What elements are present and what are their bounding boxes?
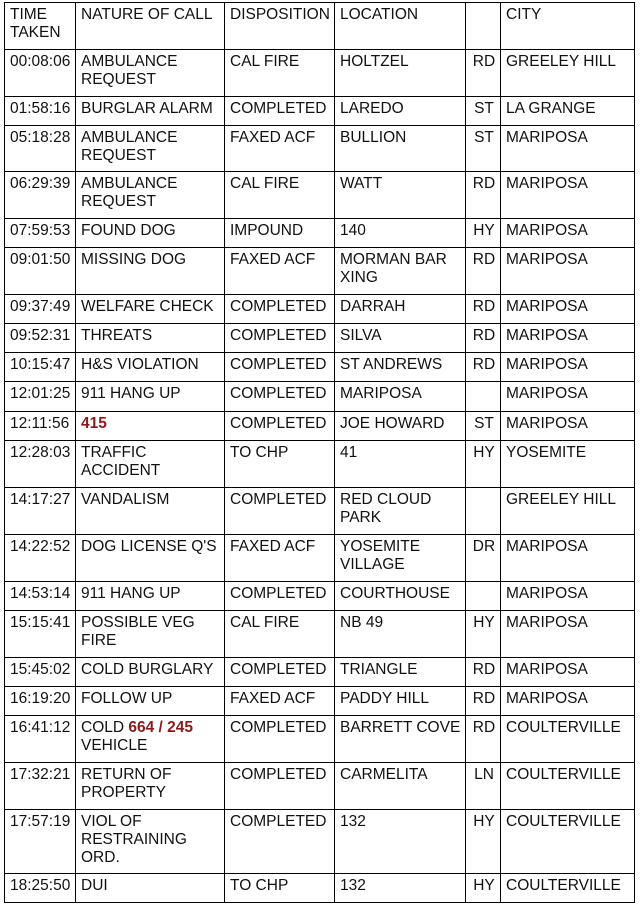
cell-city: GREELEY HILL	[501, 50, 635, 97]
cell-time: 16:41:12	[5, 716, 76, 763]
call-log-table	[4, 2, 635, 903]
cell-disposition: COMPLETED	[225, 810, 335, 874]
cell-city: MARIPOSA	[501, 687, 635, 716]
cell-disposition: FAXED ACF	[225, 535, 335, 582]
cell-disposition: FAXED ACF	[225, 687, 335, 716]
table-row	[5, 353, 635, 382]
nature-text: COLD BURGLARY	[81, 661, 214, 678]
cell-city: COULTERVILLE	[501, 810, 635, 874]
table-row	[5, 658, 635, 687]
cell-location: TRIANGLE	[335, 658, 466, 687]
table-row	[5, 611, 635, 658]
cell-location: CARMELITA	[335, 763, 466, 810]
cell-time: 09:01:50	[5, 248, 76, 295]
nature-text: AMBULANCE REQUEST	[81, 129, 178, 164]
header-time: TIME TAKEN	[5, 3, 76, 50]
cell-location: MARIPOSA	[335, 382, 466, 412]
cell-suffix: DR	[466, 535, 501, 582]
cell-time: 17:32:21	[5, 763, 76, 810]
cell-location: PADDY HILL	[335, 687, 466, 716]
cell-nature	[76, 353, 225, 382]
cell-suffix: HY	[466, 219, 501, 248]
cell-disposition: COMPLETED	[225, 324, 335, 353]
nature-text: AMBULANCE REQUEST	[81, 175, 178, 210]
cell-nature	[76, 488, 225, 535]
cell-location: 132	[335, 810, 466, 874]
nature-text: H&S VIOLATION	[81, 356, 199, 373]
cell-city: MARIPOSA	[501, 295, 635, 324]
cell-time: 09:52:31	[5, 324, 76, 353]
cell-disposition: COMPLETED	[225, 763, 335, 810]
cell-disposition: CAL FIRE	[225, 611, 335, 658]
cell-suffix: RD	[466, 172, 501, 219]
table-row	[5, 324, 635, 353]
cell-suffix: HY	[466, 611, 501, 658]
cell-nature	[76, 172, 225, 219]
cell-nature	[76, 874, 225, 903]
cell-disposition: COMPLETED	[225, 97, 335, 126]
cell-time: 14:22:52	[5, 535, 76, 582]
cell-location: HOLTZEL	[335, 50, 466, 97]
nature-text: RESTRAINING	[81, 831, 187, 848]
nature-text: AMBULANCE REQUEST	[81, 53, 178, 88]
cell-nature	[76, 295, 225, 324]
cell-city: MARIPOSA	[501, 412, 635, 441]
header-city: CITY	[501, 3, 635, 50]
header-row	[5, 3, 635, 50]
cell-disposition: IMPOUND	[225, 219, 335, 248]
cell-suffix: ST	[466, 126, 501, 172]
cell-nature	[76, 763, 225, 810]
cell-city: MARIPOSA	[501, 382, 635, 412]
cell-disposition: COMPLETED	[225, 295, 335, 324]
table-row	[5, 716, 635, 763]
cell-location: NB 49	[335, 611, 466, 658]
cell-disposition: COMPLETED	[225, 716, 335, 763]
table-row	[5, 810, 635, 874]
cell-disposition: FAXED ACF	[225, 248, 335, 295]
cell-location: DARRAH	[335, 295, 466, 324]
cell-city: MARIPOSA	[501, 582, 635, 611]
cell-location: ST ANDREWS	[335, 353, 466, 382]
cell-nature	[76, 535, 225, 582]
cell-nature	[76, 97, 225, 126]
header-location: LOCATION	[335, 3, 466, 50]
cell-suffix: LN	[466, 763, 501, 810]
cell-disposition: FAXED ACF	[225, 126, 335, 172]
table-row	[5, 126, 635, 172]
cell-city: COULTERVILLE	[501, 716, 635, 763]
cell-suffix	[466, 382, 501, 412]
cell-suffix: RD	[466, 295, 501, 324]
cell-time: 16:19:20	[5, 687, 76, 716]
cell-nature	[76, 687, 225, 716]
nature-text: POSSIBLE VEG FIRE	[81, 614, 195, 649]
cell-city: MARIPOSA	[501, 324, 635, 353]
cell-nature	[76, 441, 225, 488]
cell-disposition: TO CHP	[225, 441, 335, 488]
cell-suffix: RD	[466, 716, 501, 763]
cell-time: 07:59:53	[5, 219, 76, 248]
cell-city: YOSEMITE	[501, 441, 635, 488]
cell-suffix	[466, 582, 501, 611]
table-row	[5, 874, 635, 903]
cell-nature	[76, 324, 225, 353]
nature-text: RETURN OF PROPERTY	[81, 766, 172, 801]
nature-text: FOUND DOG	[81, 222, 176, 239]
cell-location: YOSEMITE VILLAGE	[335, 535, 466, 582]
table-row	[5, 97, 635, 126]
table-row	[5, 248, 635, 295]
cell-disposition: COMPLETED	[225, 353, 335, 382]
cell-nature	[76, 658, 225, 687]
cell-city: GREELEY HILL	[501, 488, 635, 535]
cell-city: COULTERVILLE	[501, 874, 635, 903]
cell-city: COULTERVILLE	[501, 763, 635, 810]
cell-city: MARIPOSA	[501, 248, 635, 295]
table-row	[5, 172, 635, 219]
cell-time: 06:29:39	[5, 172, 76, 219]
cell-location: BARRETT COVE	[335, 716, 466, 763]
cell-nature	[76, 582, 225, 611]
nature-text: DUI	[81, 877, 108, 894]
header-suffix	[466, 3, 501, 50]
nature-text: COLD	[81, 719, 125, 736]
cell-location: BULLION	[335, 126, 466, 172]
cell-time: 17:57:19	[5, 810, 76, 874]
cell-time: 01:58:16	[5, 97, 76, 126]
table-row	[5, 535, 635, 582]
table-row	[5, 582, 635, 611]
cell-city: MARIPOSA	[501, 535, 635, 582]
cell-city: MARIPOSA	[501, 658, 635, 687]
nature-text: VIOL OF	[81, 813, 142, 830]
cell-city: LA GRANGE	[501, 97, 635, 126]
cell-location: COURTHOUSE	[335, 582, 466, 611]
cell-disposition: CAL FIRE	[225, 50, 335, 97]
cell-time: 14:53:14	[5, 582, 76, 611]
cell-location: JOE HOWARD	[335, 412, 466, 441]
cell-time: 12:11:56	[5, 412, 76, 441]
cell-suffix: RD	[466, 687, 501, 716]
cell-disposition: TO CHP	[225, 874, 335, 903]
cell-location: MORMAN BAR XING	[335, 248, 466, 295]
cell-city: MARIPOSA	[501, 353, 635, 382]
cell-nature	[76, 382, 225, 412]
table-row	[5, 219, 635, 248]
cell-suffix: RD	[466, 324, 501, 353]
call-code: 664 / 245	[128, 719, 194, 736]
cell-suffix: HY	[466, 441, 501, 488]
table-row	[5, 50, 635, 97]
cell-time: 15:45:02	[5, 658, 76, 687]
cell-disposition: COMPLETED	[225, 412, 335, 441]
cell-city: MARIPOSA	[501, 126, 635, 172]
cell-suffix: RD	[466, 50, 501, 97]
cell-location: 132	[335, 874, 466, 903]
table-row	[5, 441, 635, 488]
nature-text: VANDALISM	[81, 491, 170, 508]
cell-suffix: HY	[466, 874, 501, 903]
cell-time: 10:15:47	[5, 353, 76, 382]
cell-location: 41	[335, 441, 466, 488]
cell-nature	[76, 50, 225, 97]
cell-suffix	[466, 488, 501, 535]
header-nature: NATURE OF CALL	[76, 3, 225, 50]
cell-disposition: COMPLETED	[225, 582, 335, 611]
table-row	[5, 763, 635, 810]
header-disposition: DISPOSITION	[225, 3, 335, 50]
cell-time: 15:15:41	[5, 611, 76, 658]
table-row	[5, 412, 635, 441]
nature-text: DOG LICENSE Q'S	[81, 538, 217, 555]
nature-text: WELFARE CHECK	[81, 298, 214, 315]
table-row	[5, 382, 635, 412]
cell-nature	[76, 412, 225, 441]
cell-time: 14:17:27	[5, 488, 76, 535]
cell-location: LAREDO	[335, 97, 466, 126]
table-row	[5, 687, 635, 716]
cell-nature	[76, 219, 225, 248]
cell-nature	[76, 126, 225, 172]
cell-location: WATT	[335, 172, 466, 219]
cell-suffix: ST	[466, 97, 501, 126]
cell-time: 00:08:06	[5, 50, 76, 97]
nature-text: MISSING DOG	[81, 251, 187, 268]
cell-city: MARIPOSA	[501, 219, 635, 248]
cell-suffix: RD	[466, 353, 501, 382]
call-code: 415	[81, 415, 107, 432]
nature-text: BURGLAR ALARM	[81, 100, 213, 117]
cell-city: MARIPOSA	[501, 611, 635, 658]
cell-nature	[76, 716, 225, 763]
cell-time: 12:28:03	[5, 441, 76, 488]
cell-nature	[76, 611, 225, 658]
nature-text: ORD.	[81, 849, 120, 866]
nature-text: FOLLOW UP	[81, 690, 173, 707]
cell-time: 09:37:49	[5, 295, 76, 324]
table-row	[5, 488, 635, 535]
cell-disposition: COMPLETED	[225, 488, 335, 535]
cell-nature	[76, 810, 225, 874]
cell-time: 05:18:28	[5, 126, 76, 172]
cell-location: SILVA	[335, 324, 466, 353]
nature-text: VEHICLE	[81, 737, 148, 754]
nature-text: 911 HANG UP	[81, 385, 181, 402]
cell-suffix: RD	[466, 658, 501, 687]
cell-suffix: ST	[466, 412, 501, 441]
nature-text: TRAFFIC	[81, 444, 147, 461]
nature-text: ACCIDENT	[81, 462, 161, 479]
cell-suffix: RD	[466, 248, 501, 295]
cell-city: MARIPOSA	[501, 172, 635, 219]
cell-location: RED CLOUD PARK	[335, 488, 466, 535]
table-row	[5, 295, 635, 324]
cell-time: 18:25:50	[5, 874, 76, 903]
cell-location: 140	[335, 219, 466, 248]
cell-nature	[76, 248, 225, 295]
cell-suffix: HY	[466, 810, 501, 874]
nature-text: 911 HANG UP	[81, 585, 181, 602]
cell-disposition: CAL FIRE	[225, 172, 335, 219]
cell-disposition: COMPLETED	[225, 658, 335, 687]
nature-text: THREATS	[81, 327, 153, 344]
cell-disposition: COMPLETED	[225, 382, 335, 412]
cell-time: 12:01:25	[5, 382, 76, 412]
